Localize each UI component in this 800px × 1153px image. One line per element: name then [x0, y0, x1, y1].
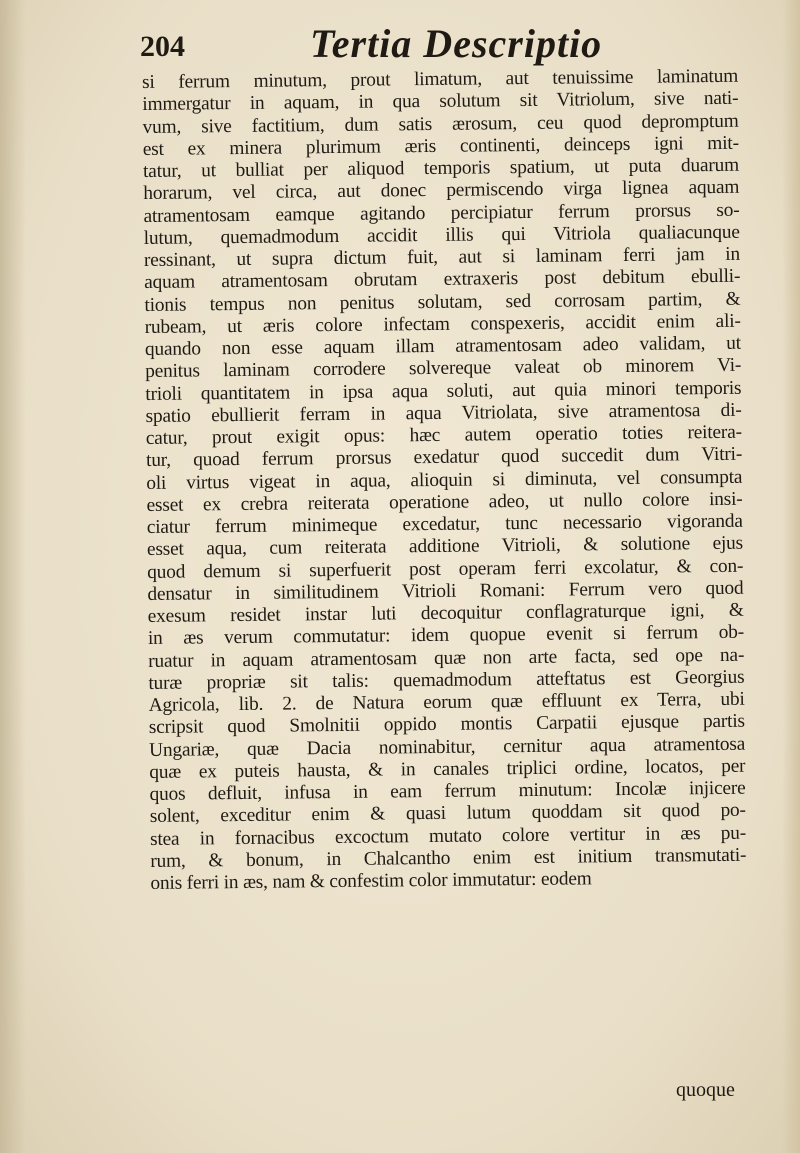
- text-line: immergatur in aquam, in qua solutum sit Vitriolum, sive nati-: [142, 88, 739, 116]
- text-line: rum, & bonum, in Chalcantho enim est initium transmutati-: [150, 844, 747, 872]
- text-line: horarum, vel circa, aut donec permiscendo virga lignea aquam: [143, 177, 740, 205]
- text-line: aquam atramentosam obrutam extraxeris post debitum ebulli-: [144, 265, 741, 294]
- text-line: Ungariæ, quæ Dacia nominabitur, cernitur aqua atramentosa: [148, 733, 746, 761]
- text-line: tatur, ut bulliat per aliquod temporis spatium, ut puta duarum: [142, 154, 740, 182]
- page-number: 204: [140, 30, 185, 63]
- page-edge-shadow-right: [782, 0, 800, 1153]
- text-line: ressinant, ut supra dictum fuit, aut si laminam ferri jam in: [143, 243, 741, 271]
- text-line: densatur in similitudinem Vitrioli Romani: Ferrum vero quod: [147, 577, 744, 605]
- text-line: turæ propriæ sit talis: quemadmodum atteftatus est Georgius: [148, 666, 745, 694]
- text-line: vum, sive factitium, dum satis ærosum, ceu quod depromptum: [142, 110, 739, 138]
- text-line: trioli quantitatem in ipsa aqua soluti, aut quia minori temporis: [145, 377, 742, 405]
- text-line: ciatur ferrum minimeque excedatur, tunc necessario vigoranda: [146, 510, 743, 538]
- text-line: rubeam, ut æris colore infectam conspexeris, accidit enim ali-: [144, 310, 741, 338]
- text-line: quod demum si superfuerit post operam ferri excolatur, & con-: [147, 555, 744, 583]
- running-head: Tertia Descriptio: [310, 21, 603, 66]
- page-edge-shadow-left: [0, 0, 26, 1153]
- text-line: tur, quoad ferrum prorsus exedatur quod succedit dum Vitri-: [145, 443, 743, 472]
- text-line: onis ferri in æs, nam & confestim color immutatur: eodem: [150, 868, 592, 894]
- body-text: [142, 66, 747, 895]
- text-line: quando non esse aquam illam atramentosam adeo validam, ut: [144, 332, 741, 360]
- text-line: Agricola, lib. 2. de Natura eorum quæ effluunt ex Terra, ubi: [148, 688, 745, 716]
- text-line: atramentosam eamque agitando percipiatur ferrum prorsus so-: [143, 199, 740, 227]
- text-line: penitus laminam corrodere solvereque valeat ob minorem Vi-: [145, 354, 742, 383]
- text-line: ruatur in aquam atramentosam quæ non arte facta, sed ope na-: [148, 644, 745, 672]
- text-line: exesum residet instar luti decoquitur conflagraturque igni, &: [147, 599, 744, 627]
- text-line: scripsit quod Smolnitii oppido montis Carpatii ejusque partis: [148, 710, 745, 739]
- text-line: si ferrum minutum, prout limatum, aut tenuissime laminatum: [142, 65, 739, 93]
- text-line: in æs verum commutatur: idem quopue evenit si ferrum ob-: [147, 621, 745, 650]
- text-line: tionis tempus non penitus solutam, sed corrosam partim, &: [144, 288, 741, 316]
- text-line: est ex minera plurimum æris continenti, deinceps igni mit-: [142, 132, 739, 160]
- text-line: esset aqua, cum reiterata additione Vitrioli, & solutione ejus: [146, 532, 744, 561]
- text-line: oli virtus vigeat in aqua, alioquin si diminuta, vel consumpta: [146, 466, 743, 494]
- text-line: esset ex crebra reiterata operatione adeo, ut nullo colore insi-: [146, 488, 743, 516]
- text-line: quæ ex puteis hausta, & in canales triplici ordine, locatos, per: [149, 755, 746, 783]
- text-line: stea in fornacibus excoctum mutato colore vertitur in æs pu-: [149, 822, 747, 850]
- text-line: solent, exceditur enim & quasi lutum quoddam sit quod po-: [149, 799, 746, 828]
- text-line: spatio ebullierit ferram in aqua Vitriolata, sive atramentosa di-: [145, 399, 742, 427]
- catchword: quoque: [676, 1079, 735, 1101]
- text-line: catur, prout exigit opus: hæc autem operatio toties reitera-: [145, 421, 742, 449]
- text-line: quos defluit, infusa in eam ferrum minutum: Incolæ injicere: [149, 777, 746, 805]
- text-line: lutum, quemadmodum accidit illis qui Vitriola qualiacunque: [143, 221, 740, 249]
